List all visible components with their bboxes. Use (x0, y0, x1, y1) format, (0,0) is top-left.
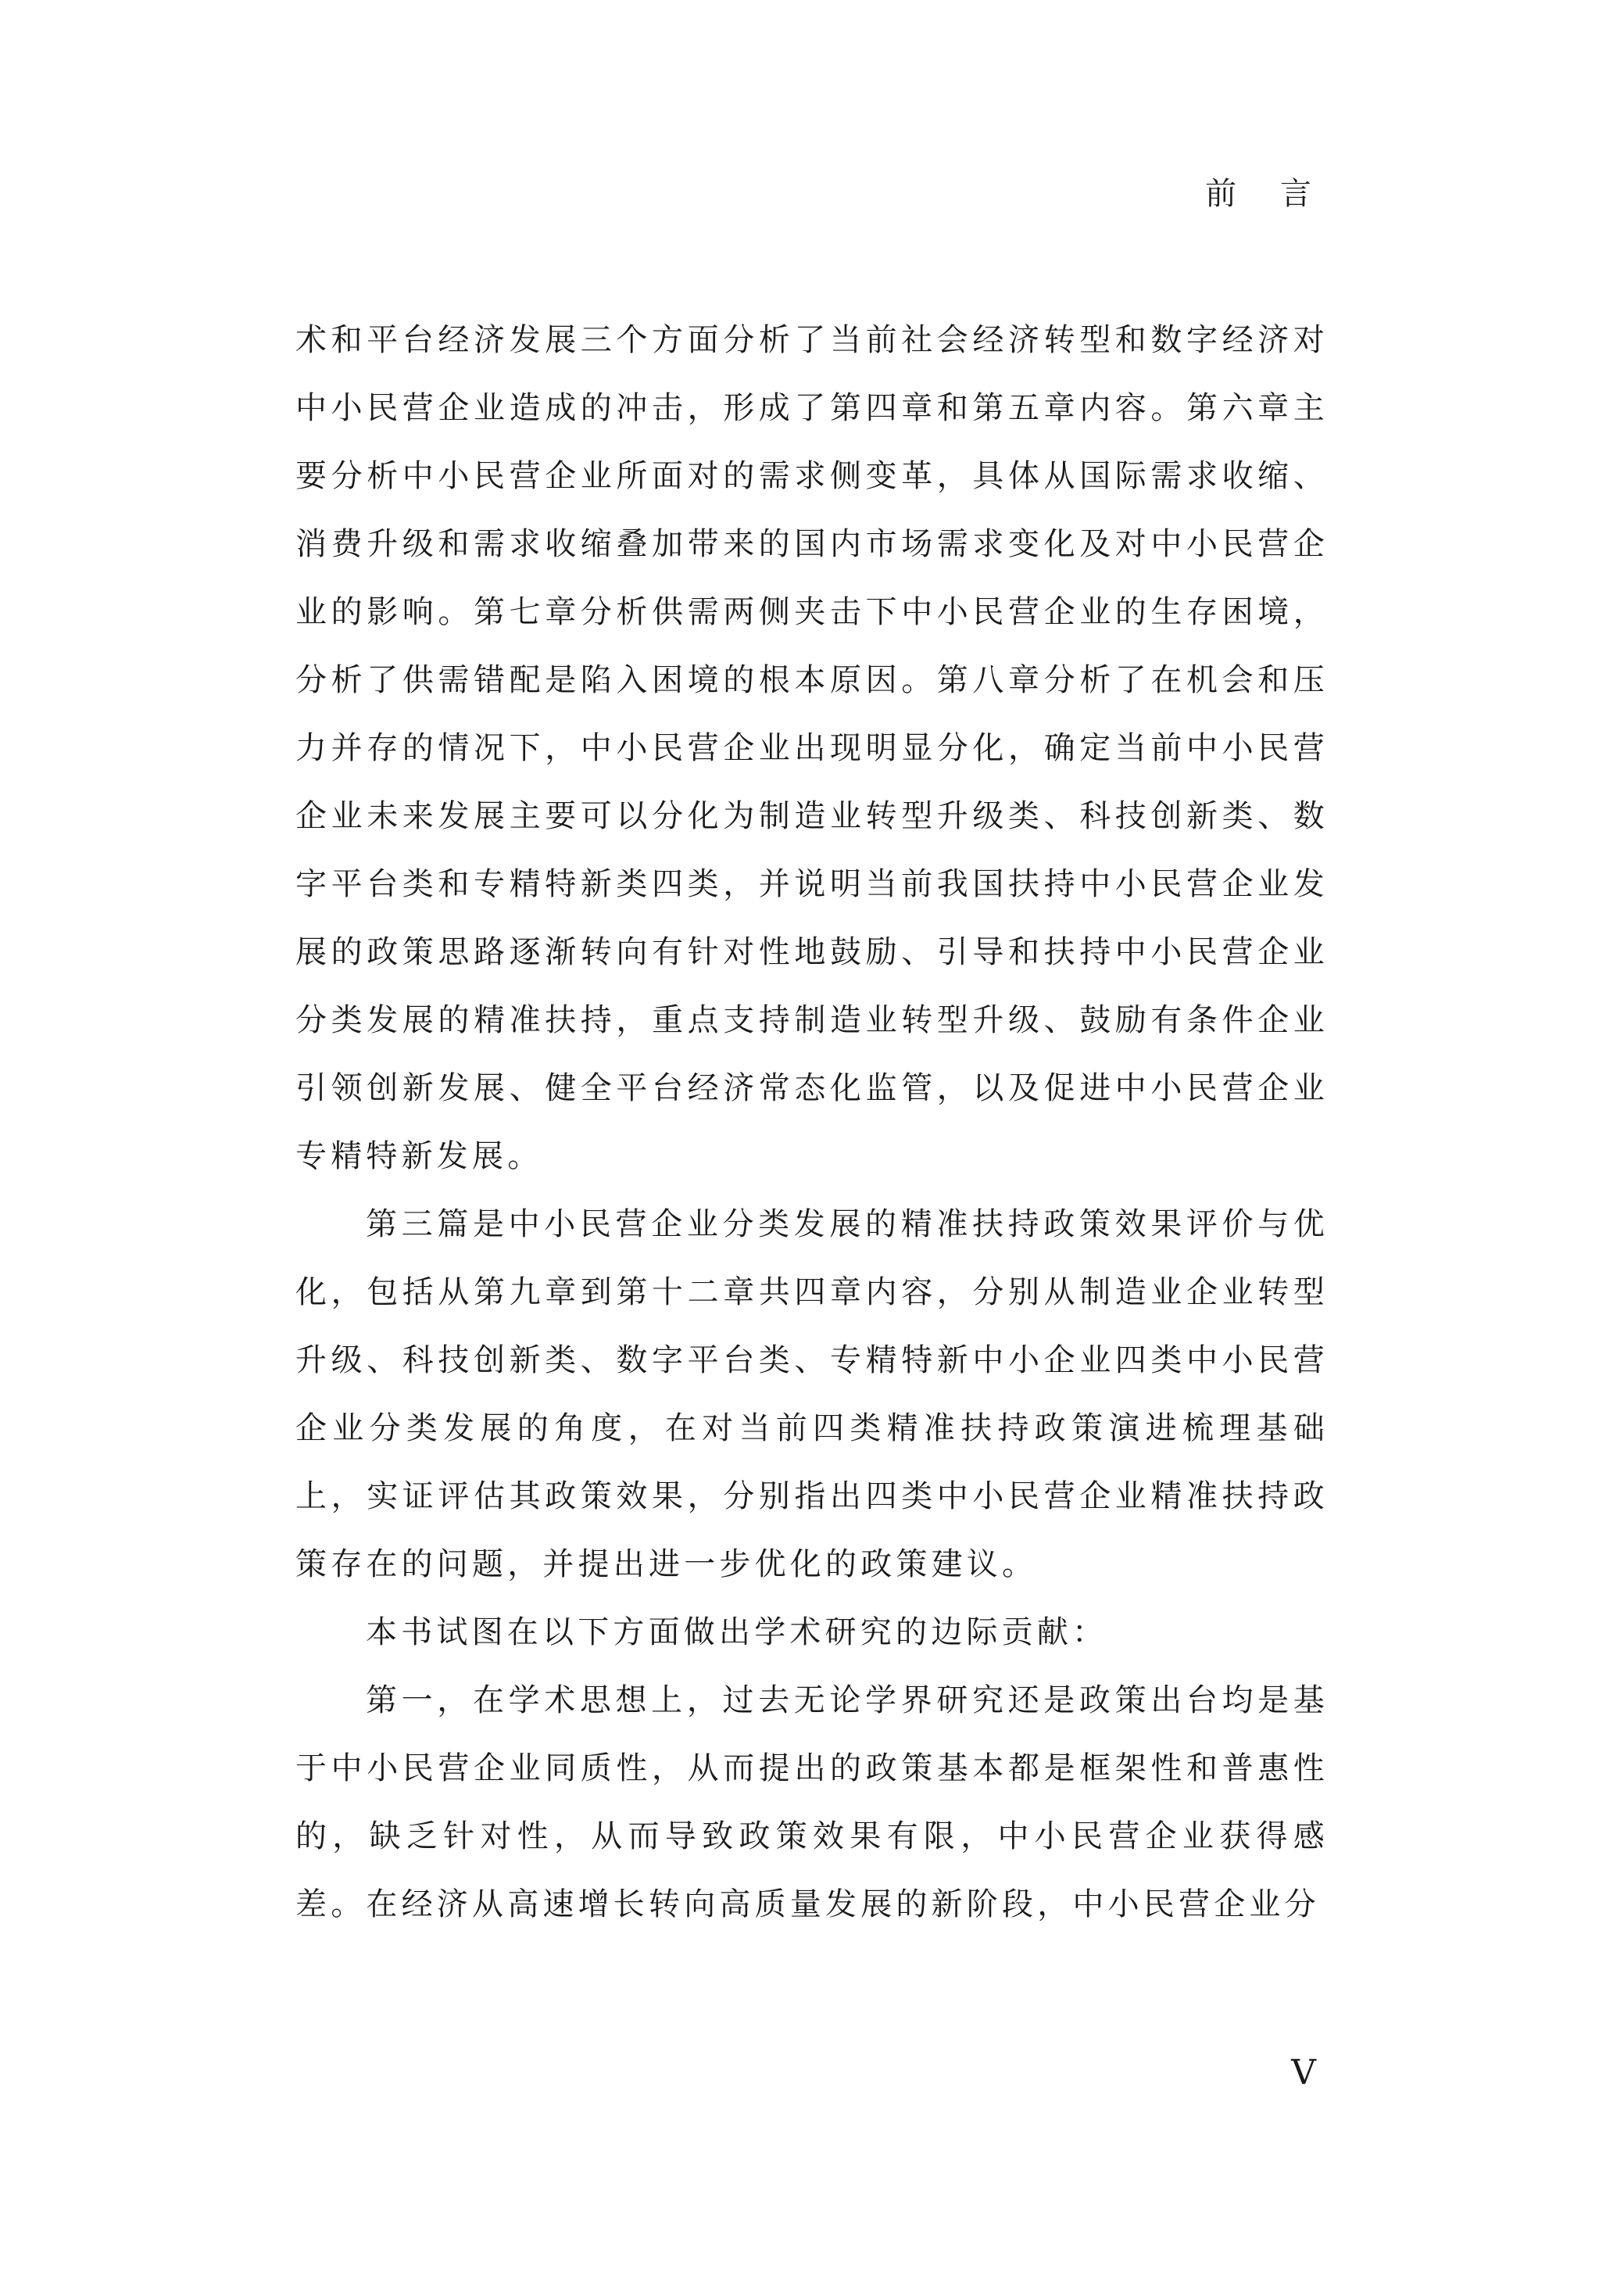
page-number: V (1291, 2053, 1316, 2093)
paragraph-continuation: 术和平台经济发展三个方面分析了当前社会经济转型和数字经济对中小民营企业造成的冲击，形成了第四章和第五章内容。第六章主要分析中小民营企业所面对的需求侧变革，具体从国际需求收缩、消费升级和需求收缩叠加带来的国内市场需求变化及对中小民营企业的影响。第七章分析供需两侧夹击下中小民营企业的生存困境，分析了供需错配是陷入困境的根本原因。第八章分析了在机会和压力并存的情况下，中小民营企业出现明显分化，确定当前中小民营企业未来发展主要可以分化为制造业转型升级类、科技创新类、数字平台类和专精特新类四类，并说明当前我国扶持中小民营企业发展的政策思路逐渐转向有针对性地鼓励、引导和扶持中小民营企业分类发展的精准扶持，重点支持制造业转型升级、鼓励有条件企业引领创新发展、健全平台经济常态化监管，以及促进中小民营企业专精特新发展。 (295, 322, 1329, 1174)
paragraph-first-contribution: 第一，在学术思想上，过去无论学界研究还是政策出台均是基于中小民营企业同质性，从而提出的政策基本都是框架性和普惠性的，缺乏针对性，从而导致政策效果有限，中小民营企业获得感差。在经济从高速增长转向高质量发展的新阶段，中小民营企业分 (295, 1682, 1329, 1922)
page-body (295, 306, 1329, 1939)
paragraph-contributions-intro: 本书试图在以下方面做出学术研究的边际贡献： (366, 1614, 1108, 1650)
running-header: 前言 (1205, 176, 1355, 212)
paragraph-part-three: 第三篇是中小民营企业分类发展的精准扶持政策效果评价与优化，包括从第九章到第十二章共四章内容，分别从制造业企业转型升级、科技创新类、数字平台类、专精特新中小企业四类中小民营企业分类发展的角度，在对当前四类精准扶持政策演进梳理基础上，实证评估其政策效果，分别指出四类中小民营企业精准扶持政策存在的问题，并提出进一步优化的政策建议。 (295, 1206, 1329, 1582)
